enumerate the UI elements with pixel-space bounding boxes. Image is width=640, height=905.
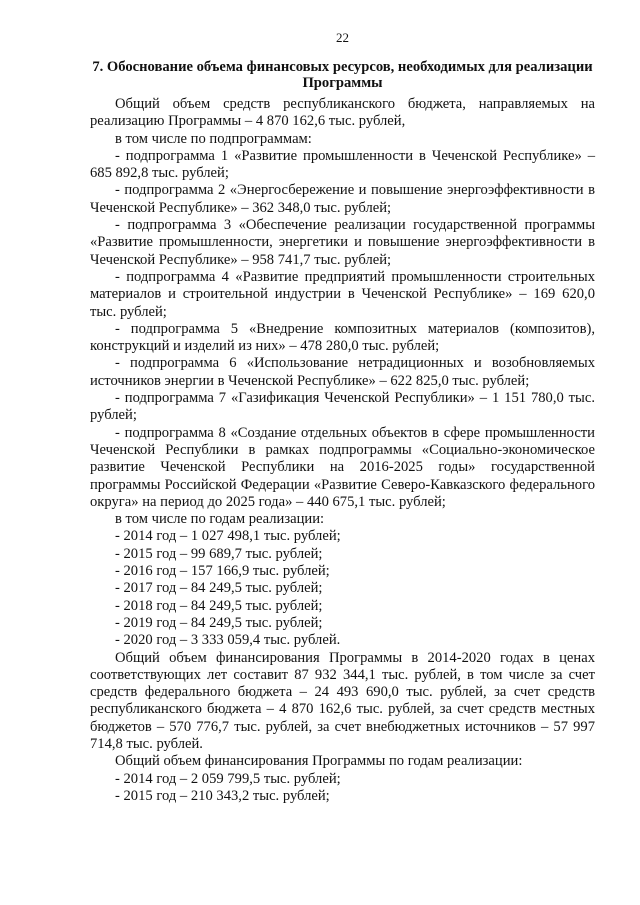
year-item: - 2018 год – 84 249,5 тыс. рублей; xyxy=(115,597,323,614)
republican-years-list xyxy=(90,528,595,649)
subprograms-label: в том числе по подпрограммам: xyxy=(115,130,312,147)
year-item: - 2015 год – 210 343,2 тыс. рублей; xyxy=(115,787,330,804)
intro-paragraph: Общий объем средств республиканского бюджета, направляемых на реализацию Программы – 4 870 162,6 тыс. рублей, xyxy=(90,96,595,130)
year-item: - 2014 год – 2 059 799,5 тыс. рублей; xyxy=(115,770,341,787)
subprogram-item: - подпрограмма 7 «Газификация Чеченской Республики» – 1 151 780,0 тыс. рублей; xyxy=(90,390,595,424)
subprogram-item: - подпрограмма 1 «Развитие промышленности в Чеченской Республике» – 685 892,8 тыс. рублей; xyxy=(90,147,595,182)
page-number: 22 xyxy=(336,30,349,45)
document-page xyxy=(90,30,595,805)
year-item: - 2019 год – 84 249,5 тыс. рублей; xyxy=(115,614,323,631)
year-item: - 2016 год – 157 166,9 тыс. рублей; xyxy=(115,563,330,580)
section-heading: 7. Обоснование объема финансовых ресурсов, необходимых для реализации Программы xyxy=(92,59,593,91)
subprogram-item: - подпрограмма 5 «Внедрение композитных материалов (композитов), конструкций и изделий из них» – 478 280,0 тыс. рублей; xyxy=(90,320,595,355)
total-by-years-label: Общий объем финансирования Программы по годам реализации: xyxy=(115,753,523,770)
total-financing-paragraph: Общий объем финансирования Программы в 2014-2020 годах в ценах соответствующих лет составит 87 932 344,1 тыс. рублей, в том числе за счет средств федерального бюджета – 24 493 690,0 тыс. рублей, за счет средств республиканского бюджета – 4 870 162,6 тыс. рублей, за счет средств местных бюджетов – 570 776,7 тыс. рублей, за счет внебюджетных источников – 57 997 714,8 тыс. рублей. xyxy=(90,649,595,752)
year-item: - 2017 год – 84 249,5 тыс. рублей; xyxy=(115,580,323,597)
subprogram-item: - подпрограмма 6 «Использование нетрадиционных и возобновляемых источников энергии в Чеченской Республике» – 622 825,0 тыс. рублей; xyxy=(90,355,595,389)
year-item: - 2020 год – 3 333 059,4 тыс. рублей. xyxy=(115,632,341,649)
subprogram-item: - подпрограмма 8 «Создание отдельных объектов в сфере промышленности Чеченской Республики в рамках подпрограммы «Социально-экономическое развитие Чеченской Республики на 2016-2025 годы» государственной программы Российской Федерации «Развитие Северо-Кавказского федерального округа» на период до 2025 года» – 440 675,1 тыс. рублей; xyxy=(90,424,595,510)
year-item: - 2015 год – 99 689,7 тыс. рублей; xyxy=(115,545,323,562)
subprogram-item: - подпрограмма 3 «Обеспечение реализации государственной программы «Развитие промышленности, энергетики и повышение энергоэффективности в Чеченской Республике» – 958 741,7 тыс. рублей; xyxy=(90,217,595,268)
subprogram-item: - подпрограмма 4 «Развитие предприятий промышленности строительных материалов и строительной индустрии в Чеченской Республике» – 169 620,0 тыс. рублей; xyxy=(90,268,595,320)
total-years-list xyxy=(90,771,595,806)
years-label: в том числе по годам реализации: xyxy=(115,511,325,528)
subprogram-list xyxy=(90,148,595,511)
year-item: - 2014 год – 1 027 498,1 тыс. рублей; xyxy=(115,528,341,545)
subprogram-item: - подпрограмма 2 «Энергосбережение и повышение энергоэффективности в Чеченской Республике» – 362 348,0 тыс. рублей; xyxy=(90,182,595,216)
